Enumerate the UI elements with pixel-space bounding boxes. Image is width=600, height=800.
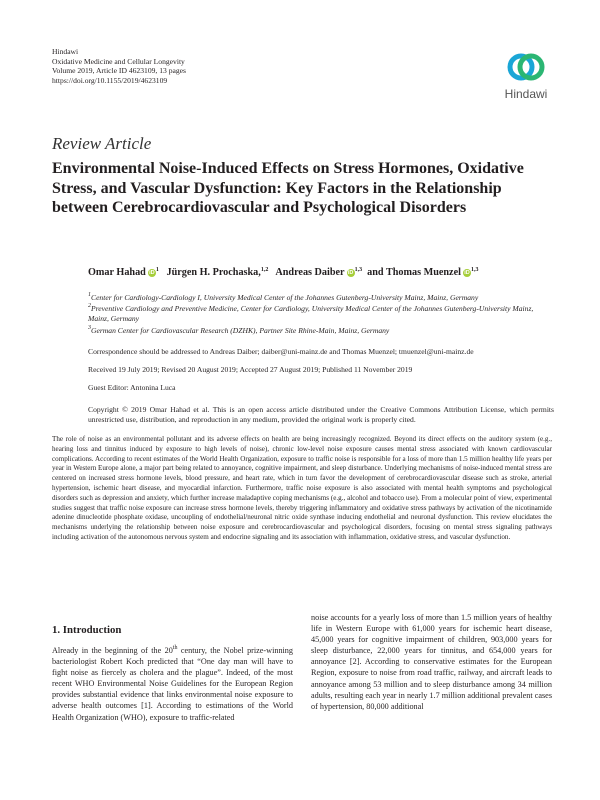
publication-dates: Received 19 July 2019; Revised 20 August 2019; Accepted 27 August 2019; Published 11 November 2019 [88,365,413,374]
volume-info: Volume 2019, Article ID 4623109, 13 pages [52,66,186,76]
hindawi-logo [497,50,555,106]
intro-sup: th [172,645,178,651]
intro-right-column: noise accounts for a yearly loss of more than 1.5 million years of healthy life in Western Europe with 61,000 years for ischemic heart disease, 45,000 years for cognitive impairment of children, 903,000 years for sleep disturbance, 22,000 years for tinnitus, and 654,000 years for annoyance [2]. According to conservative estimates for the European Region, exposure to noise from road traffic, railway, and aircraft leads to annoyance among 53 million and to sleep disturbance among 34 million adults, resulting each year in nearly 1.7 million additional prevalent cases of hypertension, 80,000 additional [311,613,552,711]
author-name[interactable]: and Thomas Muenzel [367,267,461,278]
article-type: Review Article [52,134,152,153]
correspondence: Correspondence should be addressed to Andreas Daiber; daiber@uni-mainz.de and Thomas Muenzel; tmuenzel@uni-mainz.de [88,347,474,356]
orcid-icon[interactable]: iD [347,270,354,276]
affiliation [88,326,548,336]
intro-left-column [52,645,293,723]
author-name[interactable]: Omar Hahad [88,267,146,278]
journal-metadata [52,47,186,85]
author-affiliation-sup: 1 [155,267,159,273]
section-heading: 1. Introduction [52,624,122,636]
affiliation-text: Preventive Cardiology and Preventive Medicine, Center for Cardiology, University Medical Center of the Johannes Gutenberg-University Mainz, Mainz, Germany [88,304,534,323]
author-affiliation-sup: 1,3 [354,267,363,273]
author-name[interactable]: Andreas Daiber [275,267,345,278]
guest-editor: Guest Editor: Antonina Luca [88,383,176,392]
affiliation-text: Center for Cardiology-Cardiology I, University Medical Center of the Johannes Gutenberg-University Mainz, Mainz, Germany [91,293,479,302]
orcid-icon[interactable]: iD [464,270,470,276]
affiliation [88,304,548,324]
affiliation-sup: 3 [88,325,91,331]
affiliation [88,293,548,303]
hindawi-logo-icon [506,50,546,84]
affiliation-sup: 2 [88,303,91,309]
logo-wordmark: Hindawi [504,87,548,101]
author-affiliation-sup: 1,2 [260,267,269,273]
author-list [88,267,478,278]
copyright-notice: Copyright © 2019 Omar Hahad et al. This is an open access article distributed under the Creative Commons Attribution License, which permits unrestricted use, distribution, and reproduction in any medium, provided the original work is properly cited. [88,405,554,424]
intro-text: Already in the beginning of the 20 [52,646,173,655]
journal-name: Oxidative Medicine and Cellular Longevity [52,56,185,66]
orcid-icon[interactable]: iD [149,270,155,276]
intro-text: century, the Nobel prize-winning bacteriologist Robert Koch predicted that “One day man will have to fight noise as fiercely as cholera and the plague”. Indeed, of the most recent WHO Environmental Noise Guidelines for the European Region provides substantial evidence that links environmental noise exposure to adverse health outcomes [1]. According to estimations of the World Health Organization (WHO), exposure to traffic-related [52,646,293,722]
doi-link[interactable]: https://doi.org/10.1155/2019/4623109 [52,75,168,85]
publisher-name: Hindawi [52,47,79,56]
abstract: The role of noise as an environmental pollutant and its adverse effects on health are being increasingly recognized. Beyond its direct effects on the auditory system (e.g., hearing loss and tinnitus induced by exposure to high levels of noise), chronic low-level noise exposure causes mental stress associated with known cardiovascular complications. According to recent estimates of the World Health Organization, exposure to traffic noise is responsible for a loss of more than 1.5 million healthy life years per year in Western Europe alone, a major part being related to annoyance, cognitive impairment, and sleep disturbance. Underlying mechanisms of noise-induced mental stress are centered on increased stress hormone levels, blood pressure, and heart rate, which in turn favor the development of cerebrocardiovascular disease such as stroke, arterial hypertension, ischemic heart disease, and myocardial infarction. Furthermore, traffic noise exposure is also associated with mental health symptoms and psychological disorders such as depression and anxiety, which further increase maladaptive coping mechanisms (e.g., alcohol and tobacco use). From a molecular point of view, experimental studies suggest that traffic noise exposure can increase stress hormone levels, thereby triggering inflammatory and oxidative stress pathways by activation of the nicotinamide adenine dinucleotide phosphate oxidase, uncoupling of endothelial/neuronal nitric oxide synthase inducing endothelial and neuronal dysfunction. This review elucidates the mechanisms underlying the relationship between noise exposure and cerebrocardiovascular and psychological disorders, focusing on mental stress signaling pathways including activation of the autonomous nervous system and endocrine signaling and its association with inflammation, oxidative stress, and vascular dysfunction. [52,435,552,541]
author-name[interactable]: Jürgen H. Prochaska, [166,267,261,278]
author-affiliation-sup: 1,3 [470,267,479,273]
affiliation-text: German Center for Cardiovascular Research (DZHK), Partner Site Rhine-Main, Mainz, Germany [91,326,390,335]
affiliation-sup: 1 [88,292,91,298]
article-title: Environmental Noise-Induced Effects on Stress Hormones, Oxidative Stress, and Vascular Dysfunction: Key Factors in the Relationship between Cerebrocardiovascular and Psychological Disorders [52,160,524,216]
